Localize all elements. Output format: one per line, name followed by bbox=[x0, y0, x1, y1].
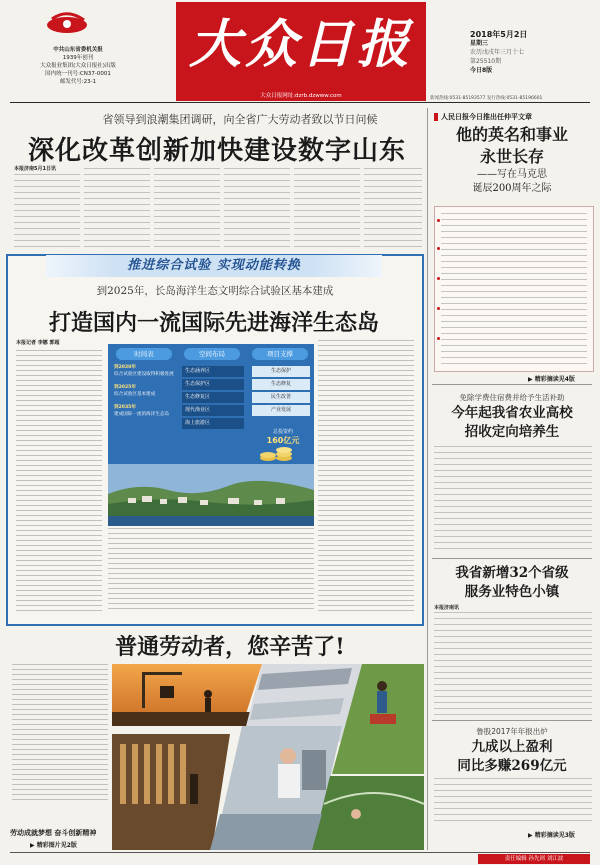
labor-turn[interactable]: ▶ 精彩图片见2版 bbox=[30, 842, 77, 849]
publisher-line3: 大众报业集团(大众日报社)出版 bbox=[40, 63, 116, 69]
publisher-line2: 1939年创刊 bbox=[62, 55, 94, 61]
timeline-2035-desc: 建成国际一流的海洋生态岛 bbox=[114, 412, 170, 417]
infographic bbox=[108, 344, 314, 526]
publisher-line1: 中共山东省委机关报 bbox=[53, 47, 103, 53]
page-count: 今日8版 bbox=[470, 67, 493, 74]
issue-weekday: 星期三 bbox=[470, 40, 489, 47]
issue-number: 第25510期 bbox=[470, 58, 502, 65]
story2-kicker: 免除学费住宿费并给予生活补助 bbox=[459, 393, 565, 402]
feature-byline: 本报记者 李娜 郭超 bbox=[16, 340, 60, 346]
zone-1: 生态涵养区 bbox=[182, 366, 244, 377]
essay-kicker: 人民日报今日推出任仲平文章 bbox=[441, 113, 532, 121]
bullet-dot bbox=[437, 307, 440, 310]
masthead-title-block bbox=[176, 2, 426, 92]
divider bbox=[432, 384, 592, 385]
newspaper-logo bbox=[44, 10, 90, 36]
bullet-dot bbox=[437, 219, 440, 222]
zone-4: 现代渔业区 bbox=[182, 405, 244, 416]
bullet-dot bbox=[437, 247, 440, 250]
essay-headline-1: 他的英名和事业 bbox=[455, 125, 568, 144]
island-photo bbox=[108, 464, 314, 526]
timeline-2020: 到2020年 bbox=[114, 365, 136, 370]
lead-body-col3 bbox=[154, 168, 220, 250]
total-value: 160亿元 bbox=[266, 436, 300, 445]
timeline-2020-desc: 综合试验区建设取得积极进展 bbox=[114, 372, 174, 377]
footer-rule bbox=[10, 852, 590, 853]
infographic-col-header-2: 空间布局 bbox=[184, 348, 240, 360]
story3-headline-2: 服务业特色小镇 bbox=[464, 584, 560, 600]
story4-turn[interactable]: ▶ 精彩摘读见3版 bbox=[528, 832, 575, 839]
lunar-date: 农历戊戌年三月十七 bbox=[470, 49, 525, 56]
labor-photo-collage bbox=[112, 664, 424, 850]
infographic-col-header-1: 时间表 bbox=[116, 348, 172, 360]
project-1: 生态保护 bbox=[252, 366, 310, 377]
essay-marker bbox=[434, 113, 438, 121]
right-column-divider bbox=[427, 108, 428, 850]
feature-body-right bbox=[318, 340, 414, 612]
lead-body-col1 bbox=[14, 174, 80, 250]
lead-headline: 深化改革创新加快建设数字山东 bbox=[27, 136, 406, 166]
masthead-title: 大众日报 bbox=[188, 14, 413, 75]
masthead-divider bbox=[10, 102, 590, 103]
story4-body bbox=[434, 778, 592, 826]
timeline-2025-desc: 综合试验区基本建成 bbox=[114, 392, 156, 397]
feature-body-bottom bbox=[108, 528, 314, 612]
zone-2: 生态保护区 bbox=[182, 379, 244, 390]
masthead bbox=[0, 0, 600, 106]
lead-body-col2 bbox=[84, 168, 150, 250]
essay-excerpt-text bbox=[441, 213, 587, 365]
lead-byline: 本报济南5月1日讯 bbox=[14, 166, 56, 172]
lead-body-col5 bbox=[294, 168, 360, 250]
timeline-2035: 到2035年 bbox=[114, 405, 136, 410]
feature-headline: 打造国内一流国际先进海洋生态岛 bbox=[48, 310, 379, 336]
story4-headline-1: 九成以上盈利 bbox=[471, 739, 553, 755]
labor-headline: 普通劳动者，您辛苦了! bbox=[115, 634, 345, 660]
feature-body-left bbox=[16, 350, 102, 612]
zone-5: 海上旅游区 bbox=[182, 418, 244, 429]
lead-kicker: 省领导到浪潮集团调研，向全省广大劳动者致以节日问候 bbox=[102, 113, 378, 126]
story4-headline-2: 同比多赚269亿元 bbox=[457, 758, 567, 774]
story4-kicker: 鲁股2017年年报出炉 bbox=[476, 727, 548, 736]
lead-body-col6 bbox=[364, 168, 422, 250]
coin-stack-icon bbox=[258, 446, 298, 462]
bullet-dot bbox=[437, 337, 440, 340]
lead-body-col4 bbox=[224, 168, 290, 250]
feature-banner-text: 推进综合试验 实现动能转换 bbox=[127, 258, 301, 273]
postal-code: 邮发代号:23-1 bbox=[59, 79, 97, 85]
divider bbox=[432, 558, 592, 559]
divider bbox=[432, 720, 592, 721]
story2-headline-2: 招收定向培养生 bbox=[464, 424, 560, 440]
zone-3: 生态修复区 bbox=[182, 392, 244, 403]
project-4: 产业发展 bbox=[252, 405, 310, 416]
labor-body-left bbox=[12, 664, 108, 804]
labor-footer-title: 劳动成就梦想 奋斗创新精神 bbox=[10, 828, 97, 837]
project-2: 生态修复 bbox=[252, 379, 310, 390]
story3-body bbox=[434, 612, 592, 716]
bullet-dot bbox=[437, 277, 440, 280]
website-bar bbox=[176, 92, 426, 101]
feature-banner bbox=[46, 255, 382, 277]
issue-date: 2018年5月2日 bbox=[470, 30, 528, 39]
hotline: 新闻热线:0531-85193577 发行热线:0531-85196601 bbox=[430, 96, 543, 101]
issn-line: 国内统一刊号:CN37-0001 bbox=[45, 71, 111, 77]
essay-sub-2: 诞辰200周年之际 bbox=[472, 183, 552, 194]
timeline-2025: 到2025年 bbox=[114, 385, 136, 390]
feature-kicker: 到2025年，长岛海洋生态文明综合试验区基本建成 bbox=[96, 285, 334, 297]
essay-sub-1: ——写在马克思 bbox=[477, 169, 547, 180]
essay-headline-2: 永世长存 bbox=[479, 147, 544, 166]
story2-headline-1: 今年起我省农业高校 bbox=[451, 405, 573, 421]
footer-editor: 责任编辑 孙先则 刘江波 bbox=[504, 856, 564, 862]
project-3: 民生改善 bbox=[252, 392, 310, 403]
footer-editor-box bbox=[478, 854, 590, 864]
infographic-col-header-3: 项目支撑 bbox=[252, 348, 308, 360]
website-text: 大众日报网址:dzrb.dzwww.com bbox=[260, 93, 342, 99]
essay-excerpt-box bbox=[434, 206, 594, 372]
essay-turn[interactable]: ▶ 精彩摘读见4版 bbox=[528, 376, 575, 383]
total-label: 总投资约 bbox=[272, 429, 293, 435]
story3-byline: 本报济南讯 bbox=[434, 605, 460, 611]
story3-headline-1: 我省新增32个省级 bbox=[455, 565, 569, 581]
story2-body bbox=[434, 446, 592, 554]
